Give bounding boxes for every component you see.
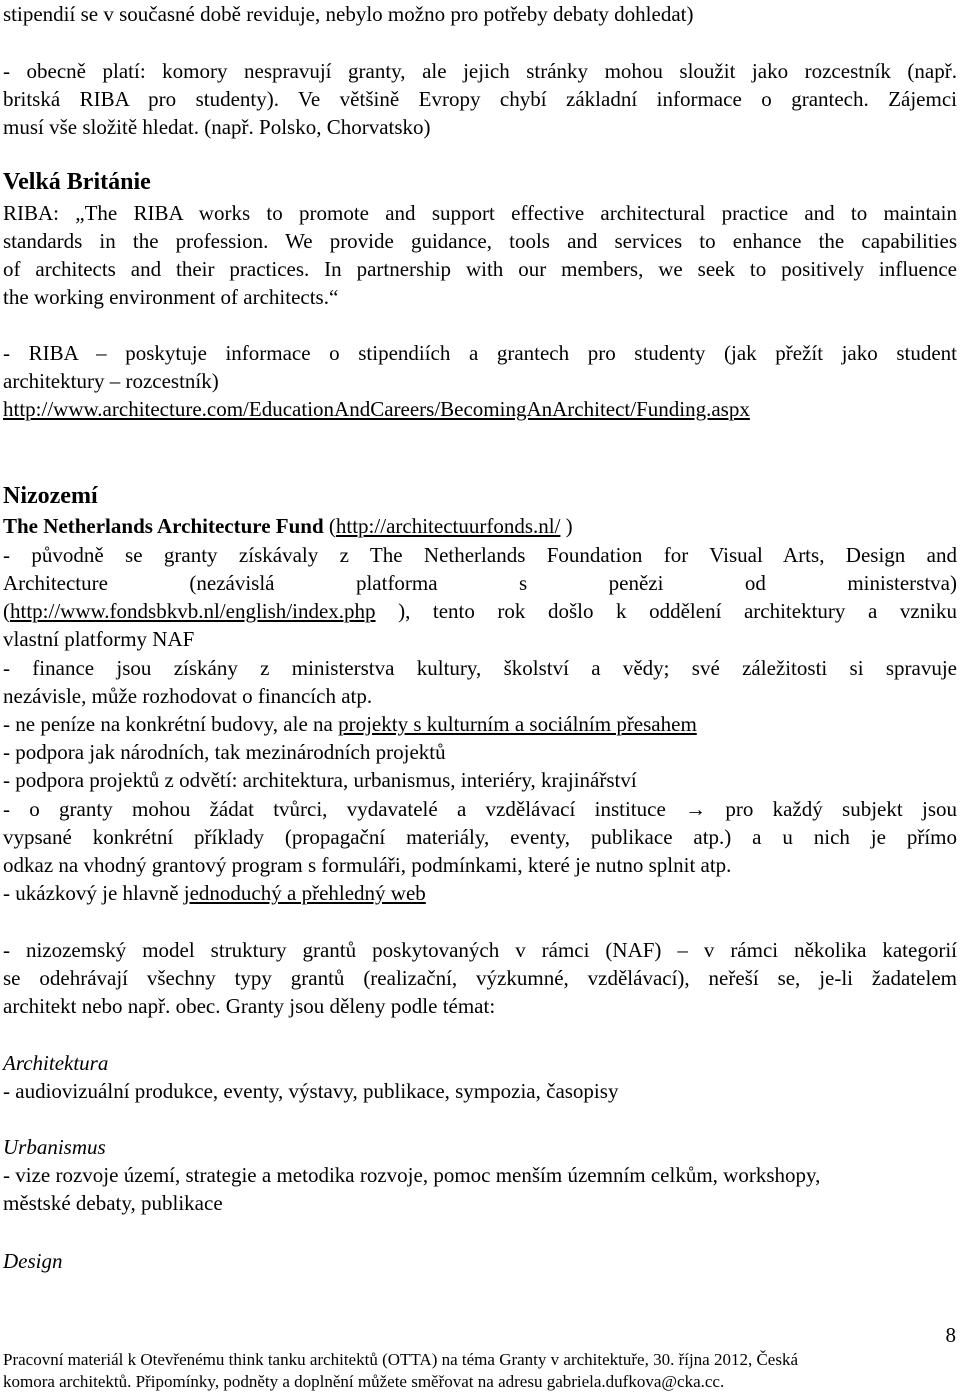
- riba-link-line: [3, 395, 750, 423]
- category-line: - audiovizuální produkce, eventy, výstavy, publikace, sympozia, časopisy: [3, 1079, 619, 1103]
- projects-underlined: projekty s kulturním a sociálním přesahem: [338, 712, 697, 736]
- projects-prefix: - ne peníze na konkrétní budovy, ale na: [3, 712, 339, 736]
- category-line: - vize rozvoje území, strategie a metodika rozvoje, pomoc menším územním celkům, workshopy,: [3, 1163, 821, 1187]
- web-underlined: jednoduchý a přehledný web: [183, 881, 426, 905]
- intro-line: - obecně platí: komory nespravují granty, ale jejich stránky mohou sloužit jako rozcestník (např.: [3, 59, 957, 83]
- riba-quote-line: standards in the profession. We provide guidance, tools and services to enhance the capabilities: [3, 229, 957, 253]
- finance-line: nezávisle, může rozhodovat o financích atp.: [3, 684, 373, 708]
- origin-line: (http://www.fondsbkvb.nl/english/index.php ), tento rok došlo k oddělení architektury a vzniku: [3, 599, 957, 623]
- riba-quote-line: the working environment of architects.“: [3, 285, 339, 309]
- riba-funding-link[interactable]: http://www.architecture.com/EducationAndCareers/BecomingAnArchitect/Funding.aspx: [3, 397, 750, 421]
- web-line: [3, 879, 426, 907]
- fund-name: The Netherlands Architecture Fund: [3, 514, 324, 538]
- category-title-design: Design: [3, 1249, 63, 1273]
- intro-line: musí vše složitě hledat. (např. Polsko, Chorvatsko): [3, 115, 431, 139]
- section-heading-uk: Velká Británie: [3, 169, 151, 195]
- model-line: se odehrávají všechny typy grantů (realizační, výzkumné, vzdělávací), neřeší se, je-li žadatelem: [3, 966, 957, 990]
- origin-line: vlastní platformy NAF: [3, 627, 195, 651]
- intro-line: stipendií se v současné době reviduje, nebylo možno pro potřeby debaty dohledat): [3, 2, 694, 26]
- footer-line: Pracovní materiál k Otevřenému think tanku architektů (OTTA) na téma Granty v architektuře, 30. října 2012, Česká: [3, 1350, 799, 1369]
- web-prefix: - ukázkový je hlavně: [3, 881, 184, 905]
- support-line: - podpora jak národních, tak mezinárodních projektů: [3, 740, 446, 764]
- riba-info-line: - RIBA – poskytuje informace o stipendiích a grantech pro studenty (jak přežít jako student: [3, 341, 957, 365]
- riba-quote-line: of architects and their practices. In partnership with our members, we seek to positively influence: [3, 257, 957, 281]
- riba-info-line: architektury – rozcestník): [3, 369, 219, 393]
- origin-line: - původně se granty získávaly z The Netherlands Foundation for Visual Arts, Design and: [3, 543, 957, 567]
- fields-line: - podpora projektů z odvětí: architektura, urbanismus, interiéry, krajinářství: [3, 768, 637, 792]
- projects-line: [3, 710, 697, 738]
- apply-line: odkaz na vhodný grantový program s formuláři, podmínkami, které je nutno splnit atp.: [3, 853, 732, 877]
- model-line: architekt nebo např. obec. Granty jsou děleny podle témat:: [3, 994, 496, 1018]
- page-number: 8: [945, 1323, 956, 1347]
- architectuurfonds-link[interactable]: http://architectuurfonds.nl/: [335, 514, 561, 538]
- fondsbkvb-link[interactable]: http://www.fondsbkvb.nl/english/index.php: [10, 599, 376, 623]
- origin-line-rest: ), tento rok došlo k oddělení architektury a vzniku: [375, 599, 957, 623]
- fund-line: The Netherlands Architecture Fund (http://architectuurfonds.nl/ ): [3, 514, 573, 538]
- apply-line: vypsané konkrétní příklady (propagační materiály, eventy, publikace atp.) a u nich je přímo: [3, 825, 957, 849]
- origin-line: Architecture (nezávislá platforma s penězi od ministerstva): [3, 571, 957, 595]
- category-title-urbanismus: Urbanismus: [3, 1135, 106, 1159]
- apply-line: - o granty mohou žádat tvůrci, vydavatelé a vzdělávací instituce → pro každý subjekt jsou: [3, 797, 957, 821]
- category-line: městské debaty, publikace: [3, 1191, 223, 1215]
- riba-quote-line: RIBA: „The RIBA works to promote and support effective architectural practice and to maintain: [3, 201, 957, 225]
- section-heading-nl: Nizozemí: [3, 483, 98, 509]
- footer-line: komora architektů. Připomínky, podněty a doplnění můžete směřovat na adresu gabriela.dufkova@cka.cc.: [3, 1372, 725, 1391]
- category-title-architektura: Architektura: [3, 1051, 109, 1075]
- finance-line: - finance jsou získány z ministerstva kultury, školství a vědy; své záležitosti si spravuje: [3, 656, 957, 680]
- intro-line: britská RIBA pro studenty). Ve většině Evropy chybí základní informace o grantech. Zájemci: [3, 87, 957, 111]
- model-line: - nizozemský model struktury grantů poskytovaných v rámci (NAF) – v rámci několika kategorií: [3, 938, 957, 962]
